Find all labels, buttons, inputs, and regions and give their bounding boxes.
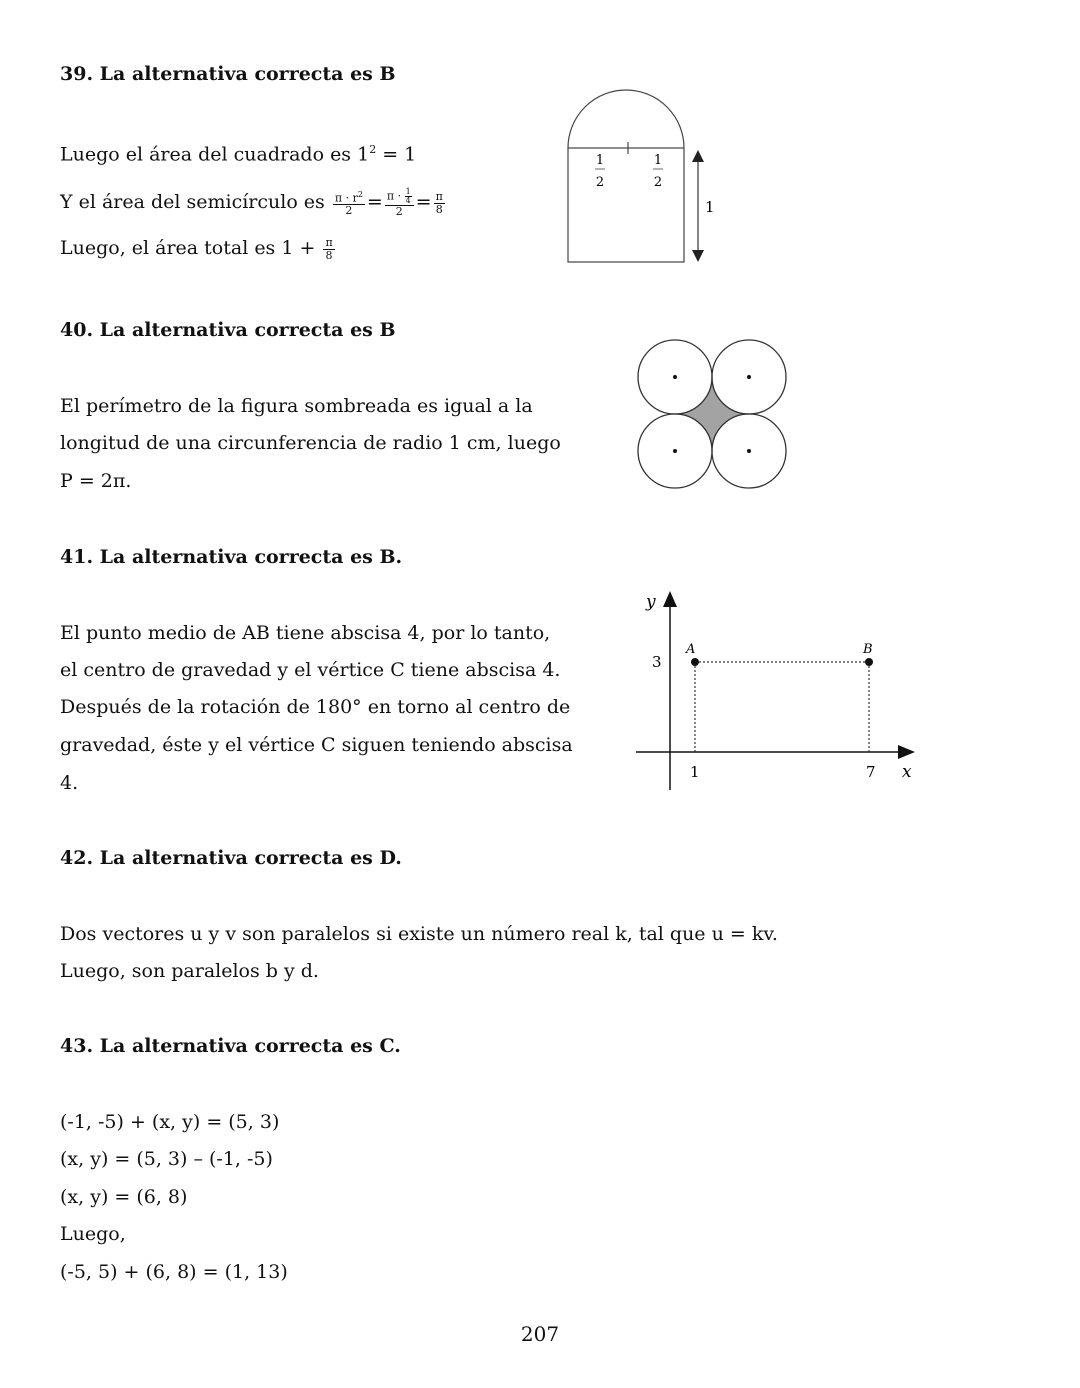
point-a-label: A (686, 642, 696, 657)
heading-41: 41. La alternativa correcta es B. (60, 546, 403, 568)
point-a (691, 658, 699, 666)
text-41-line3: Después de la rotación de 180° en torno al centro de (60, 696, 571, 718)
text-43-line3: (x, y) = (6, 8) (60, 1186, 188, 1208)
text-41-line5: 4. (60, 772, 79, 794)
equals-sign: = (366, 191, 383, 213)
figure-coordinate-plane (630, 585, 930, 800)
heading-40: 40. La alternativa correcta es B (60, 319, 396, 341)
x-axis-arrow (898, 745, 915, 759)
text-42-line2: Luego, son paralelos b y d. (60, 960, 319, 982)
text-39-line2-prefix: Y el área del semicírculo es (60, 191, 331, 213)
fraction-pi-over-8: $\frac{\pi}{8}$ (325, 235, 333, 262)
text-39-line1-sup: 2 (369, 143, 377, 156)
center-dot (747, 375, 751, 379)
fraction-pi-r2-over-2: $\frac{\pi \cdot r^2}{2}$ (334, 189, 363, 218)
text-40-line1: El perímetro de la figura sombreada es igual a la (60, 395, 533, 417)
point-b (865, 658, 873, 666)
heading-42: 42. La alternativa correcta es D. (60, 847, 402, 869)
text-39-line1-main: Luego el área del cuadrado es 1 (60, 143, 370, 166)
text-43-line1: (-1, -5) + (x, y) = (5, 3) (60, 1111, 280, 1133)
page-number: 207 (520, 1322, 560, 1346)
text-43-line4: Luego, (60, 1223, 126, 1245)
text-39-line3-prefix: Luego, el área total es 1 + (60, 237, 322, 259)
text-43-line5: (-5, 5) + (6, 8) = (1, 13) (60, 1261, 288, 1283)
y-axis-arrow (663, 591, 677, 607)
center-dot (747, 449, 751, 453)
label-side-one: 1 (705, 198, 715, 216)
label-half-left-num: 1 (595, 153, 605, 168)
text-39-line1-end: = 1 (376, 143, 417, 166)
fraction-pi-over-8: $\frac{\pi}{8}$ (435, 189, 443, 216)
point-b-label: B (863, 642, 873, 657)
text-41-line1: El punto medio de AB tiene abscisa 4, por lo tanto, (60, 622, 551, 644)
semicircle-shape (568, 90, 684, 148)
label-half-right-num: 1 (653, 153, 663, 168)
text-40-line2: longitud de una circunferencia de radio 1 cm, luego (60, 432, 561, 454)
text-40-line3: P = 2π. (60, 470, 132, 492)
heading-39: 39. La alternativa correcta es B (60, 63, 396, 85)
fraction-pi-quarter-over-2: π · $\frac{1}{4}$ 2 (385, 188, 414, 218)
shaded-region (675, 377, 749, 451)
arrow-up-head (692, 150, 704, 162)
text-39-line1 (60, 138, 416, 166)
text-43-line2: (x, y) = (5, 3) – (-1, -5) (60, 1148, 273, 1170)
equals-sign: = (415, 191, 432, 213)
text-39-line3 (60, 236, 337, 262)
x-tick-label-1: 1 (690, 763, 700, 781)
center-dot (673, 375, 677, 379)
center-dot (673, 449, 677, 453)
text-39-line2 (60, 188, 447, 218)
text-41-line4: gravedad, éste y el vértice C siguen teniendo abscisa (60, 734, 573, 756)
arrow-down-head (692, 250, 704, 262)
text-42-line1: Dos vectores u y v son paralelos si existe un número real k, tal que u = kv. (60, 923, 778, 945)
label-half-left-den: 2 (595, 175, 605, 190)
figure-square-with-semicircle (560, 80, 740, 270)
square-shape (568, 148, 684, 262)
x-tick-label-7: 7 (866, 763, 876, 781)
heading-43: 43. La alternativa correcta es C. (60, 1035, 401, 1057)
figure-four-circles (630, 332, 794, 496)
x-axis-label: x (902, 762, 912, 782)
y-axis-label: y (646, 592, 656, 612)
text-41-line2: el centro de gravedad y el vértice C tiene abscisa 4. (60, 659, 561, 681)
y-tick-label: 3 (652, 653, 662, 671)
label-half-right-den: 2 (653, 175, 663, 190)
